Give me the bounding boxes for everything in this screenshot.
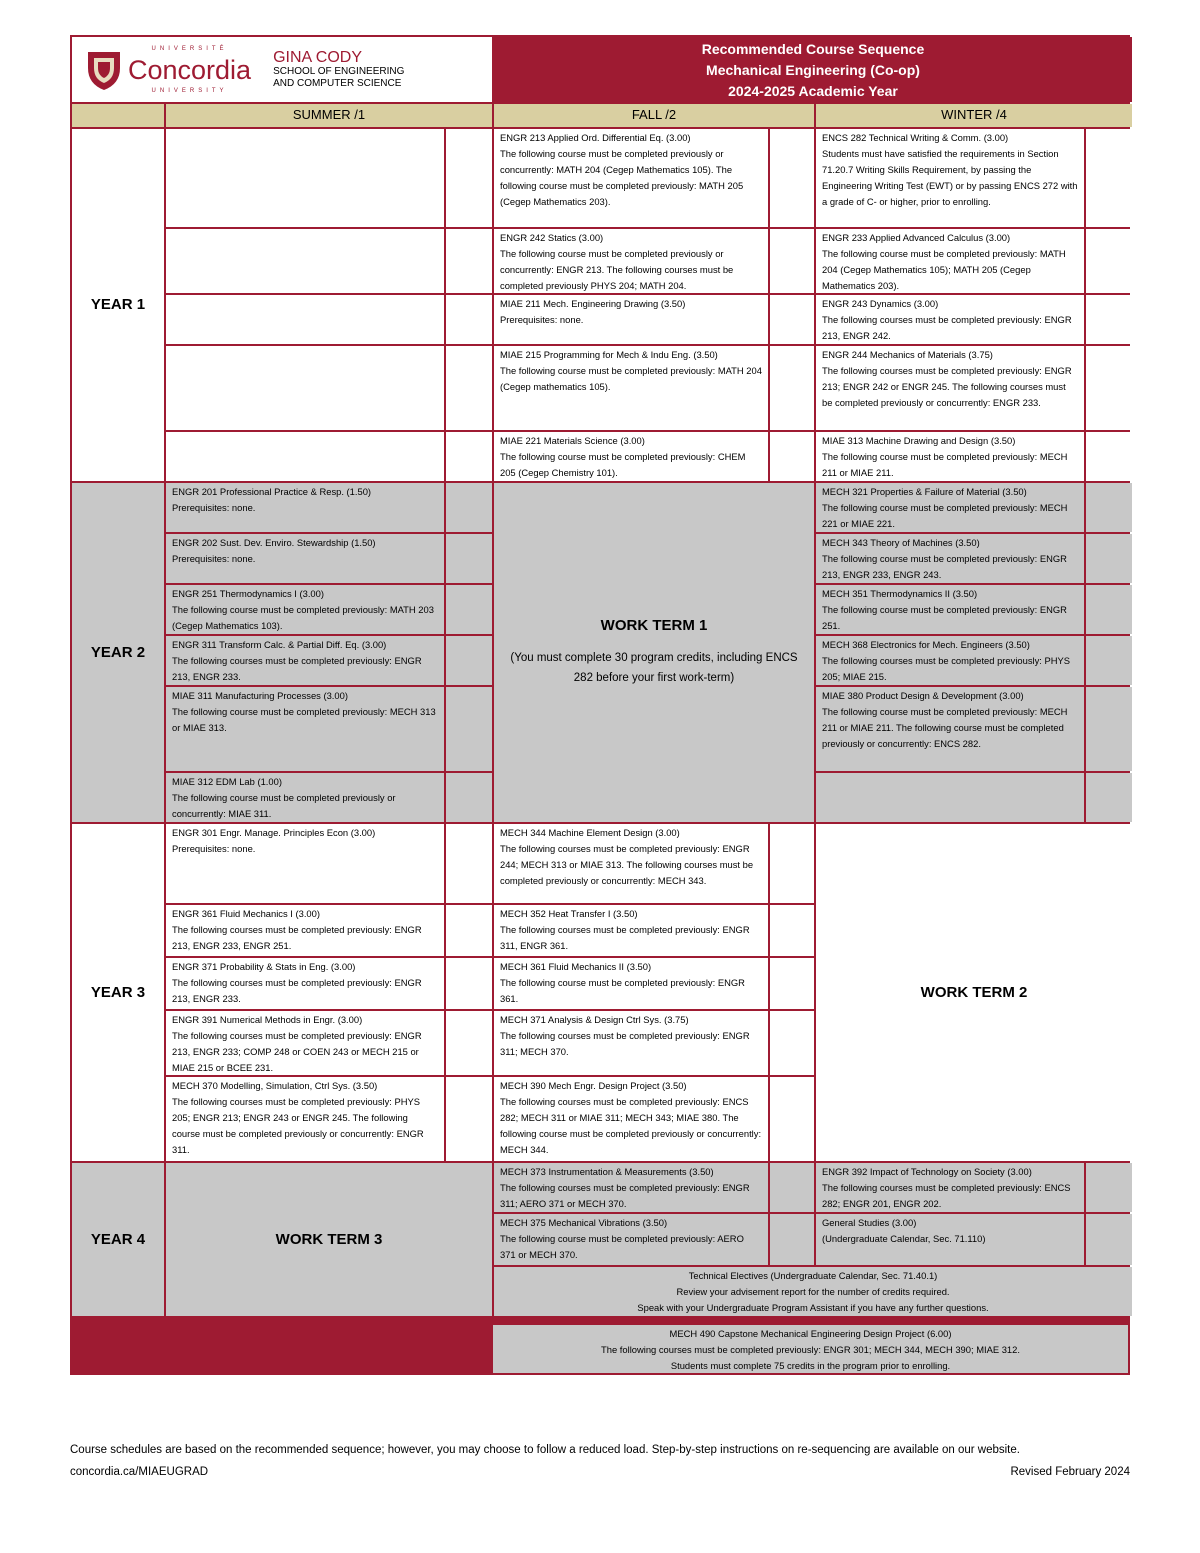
course-check-cell[interactable] [770, 295, 814, 344]
course-cell: MECH 352 Heat Transfer I (3.50) The following courses must be completed previously: ENGR 311, ENGR 361. [494, 905, 768, 956]
summer-course-cell [166, 295, 444, 344]
footer-revised: Revised February 2024 [1010, 1466, 1130, 1478]
course-check-cell[interactable] [1086, 636, 1132, 685]
course-cell: MIAE 312 EDM Lab (1.00) The following course must be completed previously or concurrently: MIAE 311. [166, 773, 444, 822]
course-check-cell[interactable] [1086, 687, 1132, 771]
course-cell: MECH 344 Machine Element Design (3.00) The following courses must be completed previously: ENGR 244; MECH 313 or MIAE 313. The following courses must be completed previously or concurrently: MECH 343. [494, 824, 768, 903]
course-cell: ENGR 311 Transform Calc. & Partial Diff. Eq. (3.00) The following courses must be completed previously: ENGR 213, ENGR 233. [166, 636, 444, 685]
course-check-cell[interactable] [446, 773, 492, 822]
summer-course-cell [166, 346, 444, 430]
course-cell: MECH 375 Mechanical Vibrations (3.50) The following course must be completed previously: AERO 371 or MECH 370. [494, 1214, 768, 1265]
course-check-cell[interactable] [446, 636, 492, 685]
summer-course-cell [166, 229, 444, 293]
work-term-2-title: WORK TERM 2 [920, 983, 1028, 1001]
concordia-logo [72, 37, 492, 102]
course-cell: ENGR 392 Impact of Technology on Society (3.00) The following courses must be completed previously: ENCS 282; ENGR 201, ENGR 202. [816, 1163, 1084, 1212]
course-check-cell[interactable] [770, 905, 814, 956]
course-check-cell[interactable] [446, 1011, 492, 1075]
logo-university-top: UNIVERSITÉ [151, 45, 228, 52]
course-cell: MECH 390 Mech Engr. Design Project (3.50) The following courses must be completed previously: ENCS 282; MECH 311 or MIAE 311; MECH 343; MIAE 380. The following course must be completed previously or concurrently: MECH 344. [494, 1077, 768, 1161]
course-cell: ENGR 201 Professional Practice & Resp. (1.50) Prerequisites: none. [166, 483, 444, 532]
course-check-cell[interactable] [770, 346, 814, 430]
course-cell: MECH 373 Instrumentation & Measurements (3.50) The following courses must be completed previously: ENGR 311; AERO 371 or MECH 370. [494, 1163, 768, 1212]
course-cell: General Studies (3.00) (Undergraduate Calendar, Sec. 71.110) [816, 1214, 1084, 1265]
course-cell: ENGR 244 Mechanics of Materials (3.75) The following courses must be completed previously: ENGR 213; ENGR 242 or ENGR 245. The following courses must be completed previously or concurrently: ENGR 233. [816, 346, 1084, 430]
course-cell: MECH 370 Modelling, Simulation, Ctrl Sys. (3.50) The following courses must be completed previously: PHYS 205; ENGR 213; ENGR 243 or ENGR 245. The following course must be completed previously or concurrently: ENGR 311. [166, 1077, 444, 1161]
footer-url[interactable]: concordia.ca/MIAEUGRAD [70, 1466, 209, 1478]
course-cell: ENGR 233 Applied Advanced Calculus (3.00) The following course must be completed previously: MATH 204 (Cegep Mathematics 105); MATH 205 (Cegep Mathematics 203). [816, 229, 1084, 293]
course-cell: ENCS 282 Technical Writing & Comm. (3.00) Students must have satisfied the requirements in Section 71.20.7 Writing Skills Requirement, by passing the Engineering Writing Test (EWT) or by passing ENCS 272 with a grade of C- or higher, prior to enrolling. [816, 129, 1084, 227]
course-check-cell[interactable] [446, 483, 492, 532]
course-check-cell[interactable] [770, 1163, 814, 1212]
course-cell: MECH 343 Theory of Machines (3.50) The following course must be completed previously: ENGR 213, ENGR 233, ENGR 243. [816, 534, 1084, 583]
work-term-1 [494, 483, 814, 822]
technical-electives: Technical Electives (Undergraduate Calendar, Sec. 71.40.1) Review your advisement report for the number of credits required. Speak with your Undergraduate Program Assistant if you have any further questions. [494, 1267, 1132, 1316]
summer-check-cell[interactable] [446, 346, 492, 430]
course-cell: MECH 351 Thermodynamics II (3.50) The following course must be completed previously: ENGR 251. [816, 585, 1084, 634]
course-check-cell[interactable] [446, 824, 492, 903]
term-header-summer: SUMMER /1 [166, 104, 492, 127]
course-check-cell[interactable] [446, 534, 492, 583]
course-cell: MECH 371 Analysis & Design Ctrl Sys. (3.75) The following courses must be completed previously: ENGR 311; MECH 370. [494, 1011, 768, 1075]
course-check-cell[interactable] [770, 824, 814, 903]
summer-check-cell[interactable] [446, 295, 492, 344]
course-check-cell[interactable] [770, 229, 814, 293]
year-4-label: YEAR 4 [72, 1163, 164, 1316]
footer-links [70, 1466, 1130, 1478]
course-cell: MIAE 211 Mech. Engineering Drawing (3.50) Prerequisites: none. [494, 295, 768, 344]
work-term-2 [816, 824, 1132, 1161]
summer-check-cell[interactable] [446, 129, 492, 227]
course-cell: MIAE 313 Machine Drawing and Design (3.50) The following course must be completed previously: MECH 211 or MIAE 211. [816, 432, 1084, 481]
course-check-cell[interactable] [446, 585, 492, 634]
summer-check-cell[interactable] [446, 229, 492, 293]
year-3-label: YEAR 3 [72, 824, 164, 1161]
logo-wordmark: Concordia [128, 54, 252, 85]
course-check-cell[interactable] [446, 687, 492, 771]
course-check-cell[interactable] [1086, 1214, 1132, 1265]
course-cell: ENGR 361 Fluid Mechanics I (3.00) The following courses must be completed previously: ENGR 213, ENGR 233, ENGR 251. [166, 905, 444, 956]
course-cell: MECH 321 Properties & Failure of Material (3.50) The following course must be completed previously: MECH 221 or MIAE 221. [816, 483, 1084, 532]
course-sequence-table [70, 35, 1130, 1375]
course-check-cell[interactable] [1086, 432, 1132, 481]
course-check-cell[interactable] [446, 1077, 492, 1161]
course-check-cell[interactable] [1086, 483, 1132, 532]
course-cell: MIAE 311 Manufacturing Processes (3.00) The following course must be completed previously: MECH 313 or MIAE 313. [166, 687, 444, 771]
capstone-project: MECH 490 Capstone Mechanical Engineering Design Project (6.00) The following courses must be completed previously: ENGR 301; MECH 344, MECH 390; MIAE 312. Students must complete 75 credits in the program prior to enrolling. [493, 1323, 1128, 1373]
shield-icon [86, 48, 122, 92]
year-1-label: YEAR 1 [72, 129, 164, 481]
summer-course-cell [166, 129, 444, 227]
course-check-cell[interactable] [1086, 1163, 1132, 1212]
work-term-1-note: (You must complete 30 program credits, including ENCS 282 before your first work-term) [510, 651, 798, 684]
term-header-fall: FALL /2 [494, 104, 814, 127]
footer-note: Course schedules are based on the recommended sequence; however, you may choose to follow a reduced load. Step-by-step instructions on re-sequencing are available on our website. [70, 1444, 1020, 1456]
course-check-cell[interactable] [1086, 346, 1132, 430]
course-cell: ENGR 242 Statics (3.00) The following course must be completed previously or concurrently: ENGR 213. The following courses must be completed previously PHYS 204; MATH 204. [494, 229, 768, 293]
course-check-cell[interactable] [770, 958, 814, 1009]
course-cell: ENGR 251 Thermodynamics I (3.00) The following course must be completed previously: MATH 203 (Cegep Mathematics 103). [166, 585, 444, 634]
course-cell: MIAE 215 Programming for Mech & Indu Eng. (3.50) The following course must be completed previously: MATH 204 (Cegep mathematics 105). [494, 346, 768, 430]
term-header-blank [72, 104, 164, 127]
course-check-cell[interactable] [770, 1011, 814, 1075]
course-check-cell[interactable] [1086, 129, 1132, 227]
course-check-cell[interactable] [446, 905, 492, 956]
summer-course-cell [166, 432, 444, 481]
school-name: GINA CODY SCHOOL OF ENGINEERING AND COMPUTER SCIENCE [273, 49, 405, 89]
document-title: Recommended Course Sequence Mechanical Engineering (Co-op) 2024-2025 Academic Year [494, 37, 1132, 102]
course-cell: MECH 368 Electronics for Mech. Engineers (3.50) The following courses must be completed previously: PHYS 205; MIAE 215. [816, 636, 1084, 685]
course-check-cell[interactable] [770, 1077, 814, 1161]
course-check-cell[interactable] [770, 432, 814, 481]
term-header-winter: WINTER /4 [816, 104, 1132, 127]
course-cell: MIAE 221 Materials Science (3.00) The following course must be completed previously: CHEM 205 (Cegep Chemistry 101). [494, 432, 768, 481]
course-check-cell[interactable] [1086, 585, 1132, 634]
work-term-1-title: WORK TERM 1 [600, 616, 708, 634]
course-check-cell[interactable] [770, 129, 814, 227]
summer-check-cell[interactable] [446, 432, 492, 481]
course-check-cell[interactable] [1086, 534, 1132, 583]
year-2-label: YEAR 2 [72, 483, 164, 822]
work-term-3 [166, 1163, 492, 1316]
course-cell: MIAE 380 Product Design & Development (3.00) The following course must be completed previously: MECH 211 or MIAE 211. The following course must be completed previously or concurrently: ENCS 282. [816, 687, 1084, 771]
logo-university-bottom: UNIVERSITY [151, 87, 228, 94]
course-cell: ENGR 243 Dynamics (3.00) The following courses must be completed previously: ENGR 213, ENGR 242. [816, 295, 1084, 344]
course-check-cell[interactable] [446, 958, 492, 1009]
work-term-3-title: WORK TERM 3 [275, 1230, 383, 1248]
course-cell: ENGR 202 Sust. Dev. Enviro. Stewardship (1.50) Prerequisites: none. [166, 534, 444, 583]
course-cell [816, 773, 1084, 822]
course-cell: ENGR 213 Applied Ord. Differential Eq. (3.00) The following course must be completed previously or concurrently: MATH 204 (Cegep Mathematics 105). The following course must be completed previously: MATH 205 (Cegep Mathematics 203). [494, 129, 768, 227]
course-check-cell[interactable] [1086, 229, 1132, 293]
course-check-cell[interactable] [1086, 773, 1132, 822]
course-cell: ENGR 391 Numerical Methods in Engr. (3.00) The following courses must be completed previously: ENGR 213, ENGR 233; COMP 248 or COEN 243 or MECH 215 or MIAE 215 or BCEE 231. [166, 1011, 444, 1075]
course-cell: ENGR 301 Engr. Manage. Principles Econ (3.00) Prerequisites: none. [166, 824, 444, 903]
course-cell: ENGR 371 Probability & Stats in Eng. (3.00) The following courses must be completed previously: ENGR 213, ENGR 233. [166, 958, 444, 1009]
course-cell: MECH 361 Fluid Mechanics II (3.50) The following course must be completed previously: ENGR 361. [494, 958, 768, 1009]
course-check-cell[interactable] [1086, 295, 1132, 344]
course-check-cell[interactable] [770, 1214, 814, 1265]
